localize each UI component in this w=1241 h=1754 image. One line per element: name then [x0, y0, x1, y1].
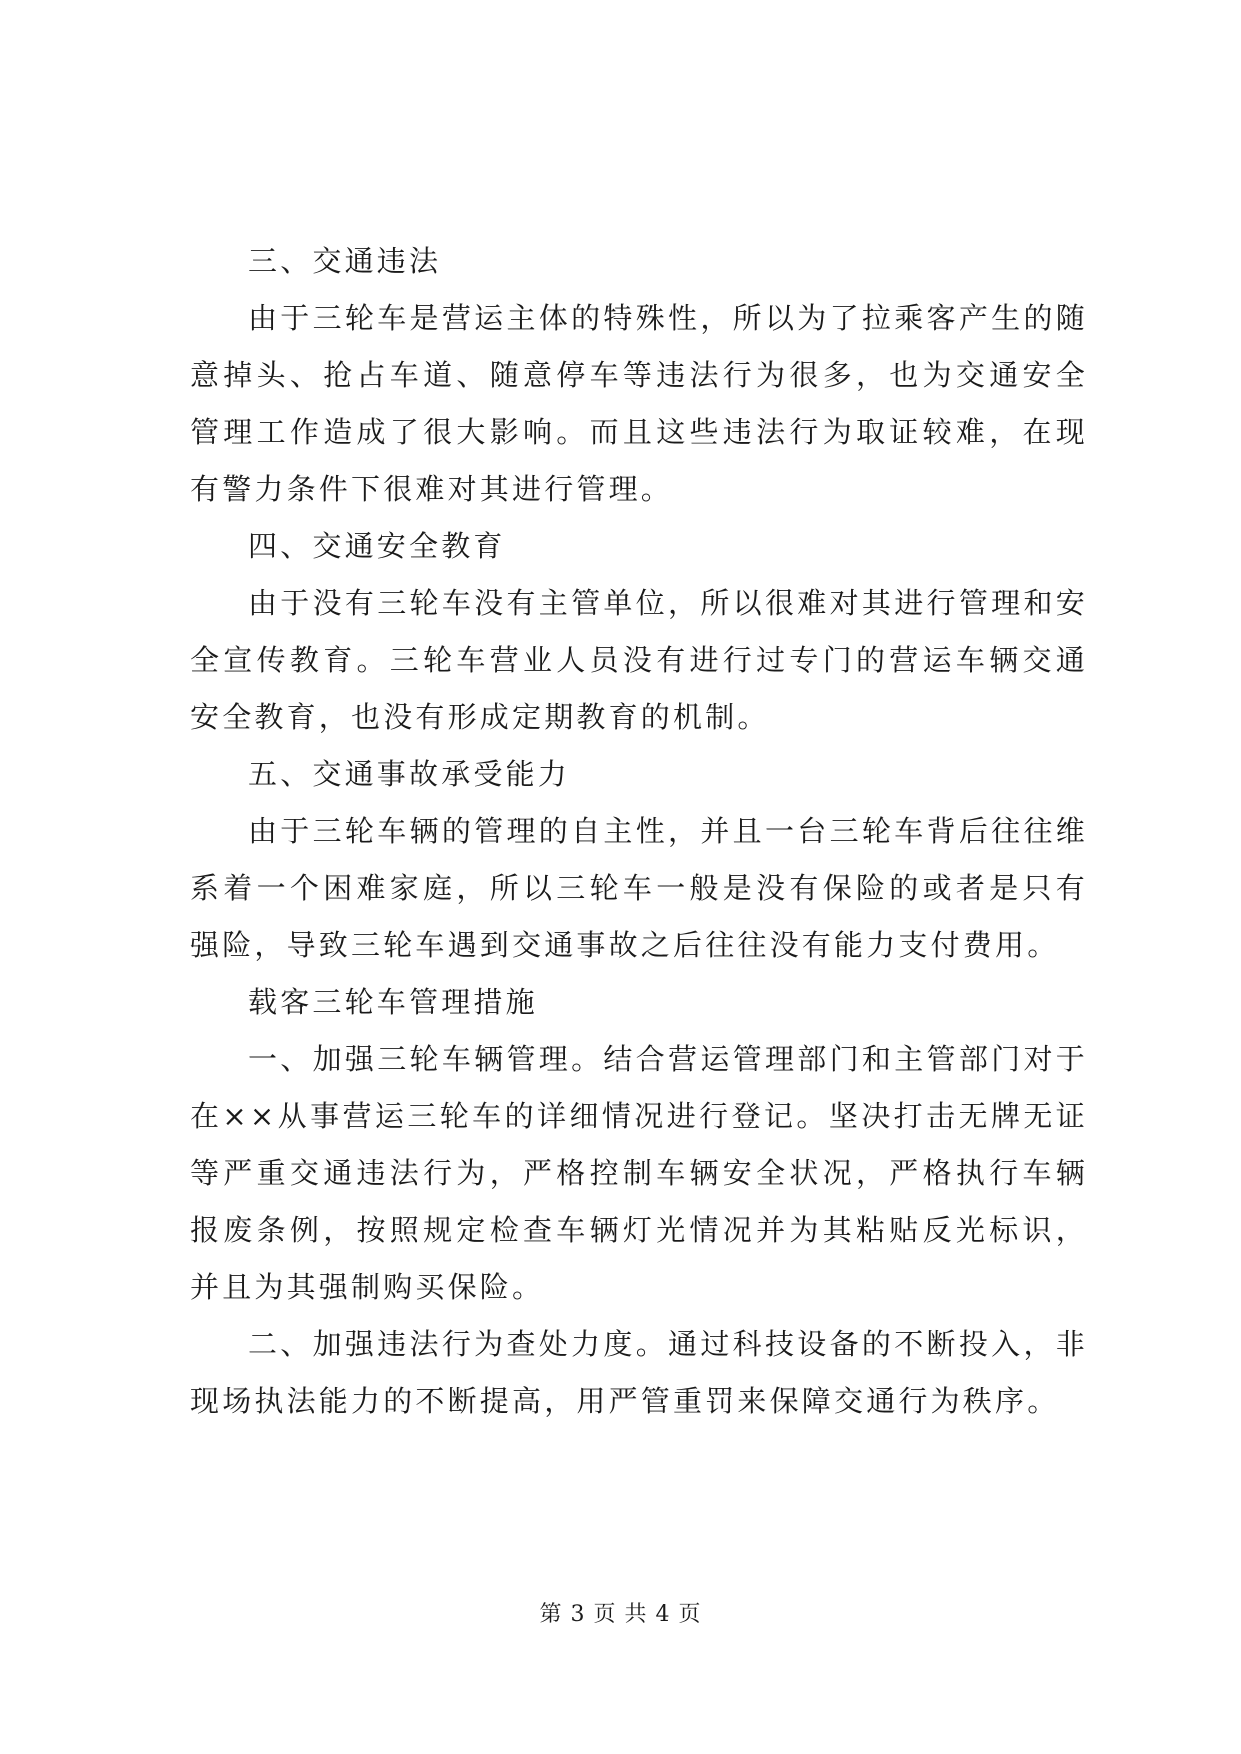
document-body [190, 233, 1088, 1430]
section-heading-traffic-violations: 三、交通违法 [248, 244, 442, 278]
section-heading-management-measures: 载客三轮车管理措施 [248, 985, 538, 1019]
paragraph-traffic-violations: 由于三轮车是营运主体的特殊性，所以为了拉乘客产生的随意掉头、抢占车道、随意停车等违法行为很多，也为交通安全管理工作造成了很大影响。而且这些违法行为取证较难，在现有警力条件下很难对其进行管理。 [190, 301, 1088, 506]
paragraph-measure-vehicle-management: 一、加强三轮车辆管理。结合营运管理部门和主管部门对于在××从事营运三轮车的详细情况进行登记。坚决打击无牌无证等严重交通违法行为，严格控制车辆安全状况，严格执行车辆报废条例，按照规定检查车辆灯光情况并为其粘贴反光标识，并且为其强制购买保险。 [190, 1042, 1088, 1304]
section-heading-safety-education: 四、交通安全教育 [248, 529, 506, 563]
paragraph-accident-capacity: 由于三轮车辆的管理的自主性，并且一台三轮车背后往往维系着一个困难家庭，所以三轮车一般是没有保险的或者是只有强险，导致三轮车遇到交通事故之后往往没有能力支付费用。 [190, 814, 1088, 962]
paragraph-safety-education: 由于没有三轮车没有主管单位，所以很难对其进行管理和安全宣传教育。三轮车营业人员没有进行过专门的营运车辆交通安全教育，也没有形成定期教育的机制。 [190, 586, 1088, 734]
section-heading-accident-capacity: 五、交通事故承受能力 [248, 757, 571, 791]
page-number-footer: 第 3 页 共 4 页 [539, 1602, 702, 1627]
paragraph-measure-enforcement: 二、加强违法行为查处力度。通过科技设备的不断投入，非现场执法能力的不断提高，用严管重罚来保障交通行为秩序。 [190, 1327, 1088, 1418]
